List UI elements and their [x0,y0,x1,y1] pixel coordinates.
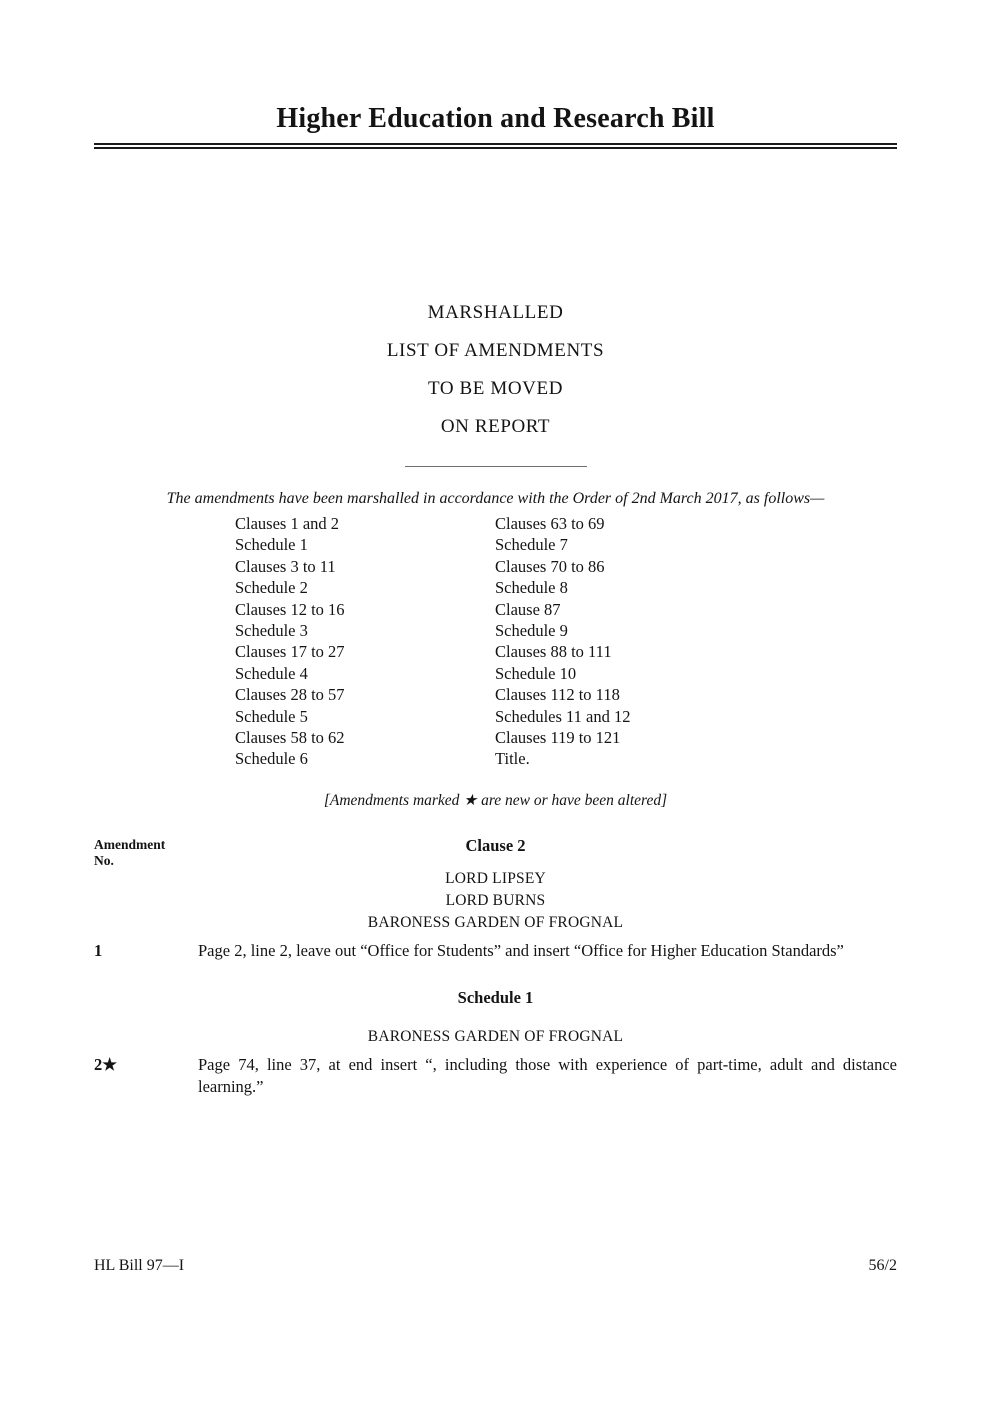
amendment-number-column-label: Amendment No. [94,836,166,868]
subtitle-line-list-of-amendments: LIST OF AMENDMENTS [386,340,605,361]
marshalling-order-item: Schedule 5 [235,706,308,726]
section-divider-rule [405,466,587,467]
page-footer [94,1256,897,1276]
marshalling-order-item: Schedule 1 [235,535,308,555]
marshalling-order-item: Schedule 2 [235,578,308,598]
amendment-text: Page 74, line 37, at end insert “, including those with experience of part-time, adult and distance learning.” [198,1054,897,1096]
section-heading-schedule-1: Schedule 1 [457,987,534,1007]
bill-reference: HL Bill 97—I [94,1257,185,1274]
title-double-rule [94,143,897,149]
sponsor-name: LORD BURNS [445,891,546,909]
section-header-clause-2 [94,835,897,868]
marshalling-order-item: Clauses 3 to 11 [235,556,336,576]
marshalling-order-item: Schedule 6 [235,749,308,769]
marshalling-order-item: Clauses 17 to 27 [235,642,345,662]
sponsor-list-schedule-1 [94,1026,897,1048]
marshalling-order-item: Clauses 88 to 111 [495,642,612,662]
document-subtitle-block [94,301,897,439]
amendment-text: Page 2, line 2, leave out “Office for Students” and insert “Office for Higher Education Standards” [198,940,844,960]
amendment-number: 1 [94,940,103,960]
subtitle-line-marshalled: MARSHALLED [427,302,564,323]
marshalling-order-note: The amendments have been marshalled in accordance with the Order of 2nd March 2017, as follows— [166,490,825,507]
marshalling-order-item: Clauses 63 to 69 [495,514,605,533]
marshalling-order-item: Clauses 58 to 62 [235,728,345,748]
marshalling-order-item: Schedule 4 [235,663,308,683]
marshalling-order-item: Clauses 28 to 57 [235,685,345,705]
section-header-schedule-1 [94,987,897,1008]
sponsor-name: LORD LIPSEY [445,869,546,887]
page-number: 56/2 [868,1257,897,1274]
document-content [0,102,991,1098]
subtitle-line-on-report: ON REPORT [440,416,551,437]
marshalling-order-item: Schedules 11 and 12 [495,706,631,726]
amendment-number: 2★ [94,1054,118,1074]
marshalling-order-item: Clauses 112 to 118 [495,685,620,705]
marshalling-order-item: Schedule 10 [495,663,577,683]
amendment-row-1 [94,940,897,962]
marshalling-order-item: Clauses 70 to 86 [495,556,605,576]
starred-amendments-note: [Amendments marked ★ are new or have been altered] [323,791,668,809]
sponsor-list-clause-2 [94,868,897,934]
marshalling-order-columns [94,513,897,770]
marshalling-order-item: Clauses 1 and 2 [235,514,340,533]
marshalling-order-item: Schedule 7 [495,535,568,555]
marshalling-order-item: Clauses 12 to 16 [235,599,345,619]
marshalling-order-item: Schedule 8 [495,578,568,598]
marshalling-order-column-left [235,513,495,770]
subtitle-line-to-be-moved: TO BE MOVED [427,378,564,399]
marshalling-order-column-right [495,513,631,770]
amendment-row-2 [94,1054,897,1098]
sponsor-name: BARONESS GARDEN OF FROGNAL [367,1027,624,1045]
section-heading-clause-2: Clause 2 [465,835,526,855]
marshalling-order-item: Schedule 9 [495,621,568,641]
marshalling-order-item: Schedule 3 [235,621,308,641]
marshalling-order-item: Clauses 119 to 121 [495,728,621,748]
sponsor-name: BARONESS GARDEN OF FROGNAL [367,913,624,931]
marshalling-order-item: Title. [495,749,530,769]
marshalling-order-item: Clause 87 [495,599,561,619]
page-title: Higher Education and Research Bill [276,103,715,134]
